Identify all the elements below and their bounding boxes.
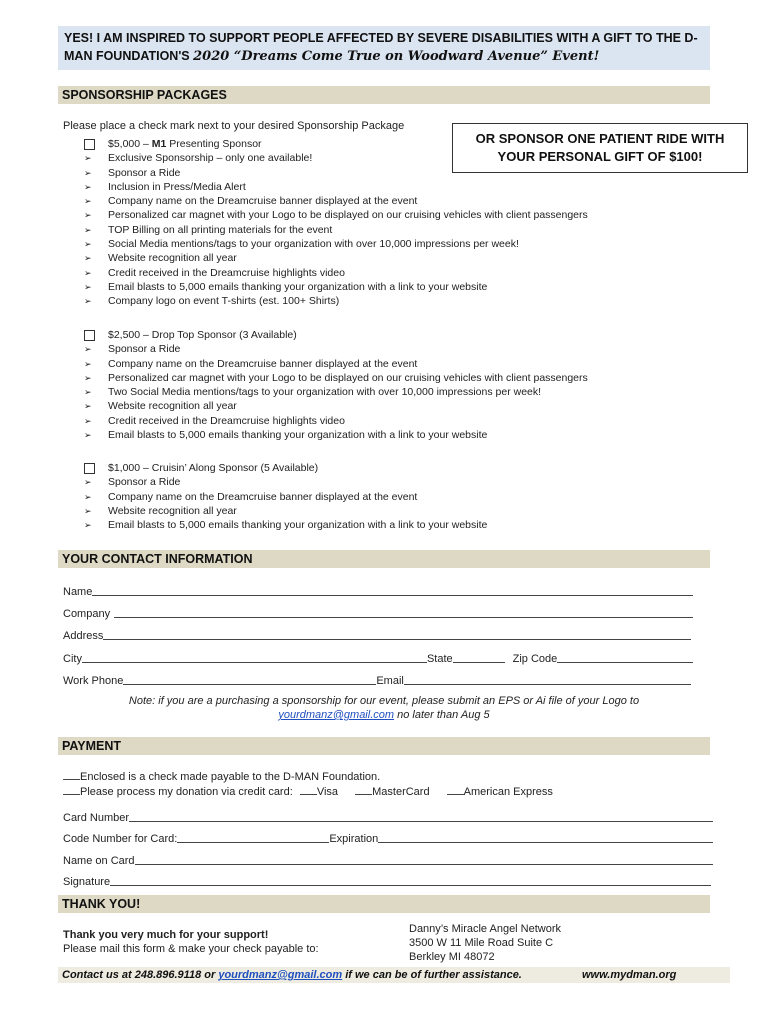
sponsorship-section-header: SPONSORSHIP PACKAGES bbox=[58, 86, 710, 104]
city-label: City bbox=[63, 653, 82, 665]
name-on-card-label: Name on Card bbox=[63, 855, 135, 867]
check-option-row bbox=[63, 770, 380, 783]
name-label: Name bbox=[63, 586, 93, 598]
mastercard-label: MasterCard bbox=[372, 786, 430, 798]
address-field[interactable] bbox=[103, 630, 691, 640]
list-item: ➢ Two Social Media mentions/tags to your organization with over 10,000 impressions per week! bbox=[84, 386, 542, 399]
contact-footer bbox=[58, 967, 730, 983]
zip-field[interactable] bbox=[557, 653, 693, 663]
expiration-field[interactable] bbox=[378, 833, 713, 843]
thank-you-line: Thank you very much for your support! bbox=[63, 929, 269, 941]
list-item: ➢ TOP Billing on all printing materials for the event bbox=[84, 223, 333, 236]
code-expiration-row bbox=[63, 829, 713, 845]
event-title-script: 2020 “Dreams Come True on Woodward Avenue” Event! bbox=[193, 49, 600, 64]
thank-you-message bbox=[63, 928, 319, 956]
arrow-bullet-icon: ➢ bbox=[84, 167, 92, 178]
package-1000-header bbox=[84, 461, 487, 475]
email-field[interactable] bbox=[404, 675, 691, 685]
signature-field[interactable] bbox=[110, 876, 711, 886]
name-field[interactable] bbox=[92, 586, 693, 596]
state-label: State bbox=[426, 653, 453, 665]
list-item: ➢ Exclusive Sponsorship – only one available! bbox=[84, 152, 313, 165]
list-item: ➢ Company logo on event T-shirts (est. 100+ Shirts) bbox=[84, 295, 340, 308]
list-item: ➢ Email blasts to 5,000 emails thanking your organization with a link to your website bbox=[84, 519, 488, 532]
list-item: ➢ Website recognition all year bbox=[84, 504, 237, 517]
address-label: Address bbox=[63, 630, 104, 642]
patient-ride-line1: OR SPONSOR ONE PATIENT RIDE WITH bbox=[475, 131, 725, 146]
arrow-bullet-icon: ➢ bbox=[84, 181, 92, 192]
check-option-blank[interactable] bbox=[63, 770, 80, 780]
contact-section-header: YOUR CONTACT INFORMATION bbox=[58, 550, 710, 568]
arrow-bullet-icon: ➢ bbox=[84, 267, 92, 278]
arrow-bullet-icon: ➢ bbox=[84, 210, 92, 221]
logo-note-line1: Note: if you are a purchasing a sponsorship for our event, please submit an EPS or Ai file of your Logo to bbox=[128, 695, 640, 707]
card-number-label: Card Number bbox=[63, 812, 130, 824]
list-item: ➢ Social Media mentions/tags to your organization with over 10,000 impressions per week! bbox=[84, 238, 519, 251]
mailing-address bbox=[409, 922, 561, 964]
patient-ride-line2: YOUR PERSONAL GIFT OF $100! bbox=[497, 149, 703, 164]
list-item: ➢ Sponsor a Ride bbox=[84, 343, 181, 356]
arrow-bullet-icon: ➢ bbox=[84, 430, 92, 441]
arrow-bullet-icon: ➢ bbox=[84, 477, 92, 488]
arrow-bullet-icon: ➢ bbox=[84, 415, 92, 426]
email-label: Email bbox=[376, 675, 404, 687]
arrow-bullet-icon: ➢ bbox=[84, 281, 92, 292]
list-item: ➢ Company name on the Dreamcruise banner displayed at the event bbox=[84, 357, 418, 370]
list-item: ➢ Sponsor a Ride bbox=[84, 476, 181, 489]
event-title-line1: YES! I AM INSPIRED TO SUPPORT PEOPLE AFFECTED BY SEVERE DISABILITIES WITH A GIFT TO THE D- bbox=[64, 31, 698, 45]
package-2500-checkbox[interactable] bbox=[84, 330, 95, 341]
list-item: ➢ Email blasts to 5,000 emails thanking your organization with a link to your website bbox=[84, 280, 488, 293]
arrow-bullet-icon: ➢ bbox=[84, 372, 92, 383]
work-phone-field[interactable] bbox=[123, 675, 376, 685]
payment-section-header: PAYMENT bbox=[58, 737, 710, 755]
arrow-bullet-icon: ➢ bbox=[84, 296, 92, 307]
visa-label: Visa bbox=[316, 786, 339, 798]
zip-label: Zip Code bbox=[512, 653, 558, 665]
card-option-blank[interactable] bbox=[63, 785, 80, 795]
amex-label: American Express bbox=[463, 786, 553, 798]
code-field[interactable] bbox=[177, 833, 329, 843]
arrow-bullet-icon: ➢ bbox=[84, 239, 92, 250]
package-2500-header bbox=[84, 328, 588, 342]
company-field-row bbox=[63, 604, 693, 620]
package-1000-checkbox[interactable] bbox=[84, 463, 95, 474]
org-street: 3500 W 11 Mile Road Suite C bbox=[409, 937, 554, 949]
amex-blank[interactable] bbox=[447, 785, 464, 795]
list-item: ➢ Website recognition all year bbox=[84, 400, 237, 413]
list-item: ➢ Company name on the Dreamcruise banner displayed at the event bbox=[84, 195, 418, 208]
city-field[interactable] bbox=[82, 653, 427, 663]
card-number-row bbox=[63, 808, 713, 824]
visa-blank[interactable] bbox=[300, 785, 317, 795]
list-item: ➢ Credit received in the Dreamcruise highlights video bbox=[84, 414, 345, 427]
package-2500 bbox=[84, 328, 588, 442]
phone-email-row bbox=[63, 671, 691, 687]
package-2500-title: $2,500 – Drop Top Sponsor (3 Available) bbox=[108, 329, 297, 341]
list-item: ➢ Credit received in the Dreamcruise highlights video bbox=[84, 266, 345, 279]
logo-email-link[interactable]: yourdmanz@gmail.com bbox=[278, 709, 395, 721]
package-1000-title: $1,000 – Cruisin’ Along Sponsor (5 Available) bbox=[108, 462, 319, 474]
thank-you-section-header: THANK YOU! bbox=[58, 895, 710, 913]
name-field-row bbox=[63, 582, 693, 598]
list-item: ➢ Sponsor a Ride bbox=[84, 166, 181, 179]
name-on-card-field[interactable] bbox=[135, 855, 713, 865]
package-2500-benefits bbox=[84, 342, 588, 442]
mail-instructions: Please mail this form & make your check payable to: bbox=[63, 943, 319, 955]
card-option-label: Please process my donation via credit card: bbox=[80, 786, 293, 798]
org-name: Danny’s Miracle Angel Network bbox=[409, 923, 562, 935]
arrow-bullet-icon: ➢ bbox=[84, 491, 92, 502]
code-label: Code Number for Card: bbox=[63, 833, 178, 845]
footer-prefix: Contact us at 248.896.9118 or bbox=[62, 969, 219, 981]
signature-label: Signature bbox=[63, 876, 111, 888]
package-1000 bbox=[84, 461, 487, 532]
company-field[interactable] bbox=[114, 608, 693, 618]
package-5000-title: $5,000 – M1 Presenting Sponsor bbox=[108, 138, 262, 150]
signature-row bbox=[63, 872, 711, 888]
list-item: ➢ Email blasts to 5,000 emails thanking your organization with a link to your website bbox=[84, 429, 488, 442]
footer-suffix: if we can be of further assistance. bbox=[342, 969, 522, 981]
check-option-label: Enclosed is a check made payable to the D-MAN Foundation. bbox=[80, 771, 381, 783]
package-1000-benefits bbox=[84, 475, 487, 532]
arrow-bullet-icon: ➢ bbox=[84, 224, 92, 235]
package-5000-benefits bbox=[84, 151, 588, 308]
package-5000-header bbox=[84, 137, 588, 151]
arrow-bullet-icon: ➢ bbox=[84, 505, 92, 516]
state-field[interactable] bbox=[453, 653, 505, 663]
logo-submission-note bbox=[63, 694, 705, 722]
arrow-bullet-icon: ➢ bbox=[84, 520, 92, 531]
list-item: ➢ Inclusion in Press/Media Alert bbox=[84, 180, 246, 193]
arrow-bullet-icon: ➢ bbox=[84, 196, 92, 207]
mastercard-blank[interactable] bbox=[355, 785, 372, 795]
arrow-bullet-icon: ➢ bbox=[84, 387, 92, 398]
arrow-bullet-icon: ➢ bbox=[84, 401, 92, 412]
footer-website-link[interactable]: www.mydman.org bbox=[582, 969, 677, 981]
arrow-bullet-icon: ➢ bbox=[84, 153, 92, 164]
card-option-row bbox=[63, 785, 553, 798]
arrow-bullet-icon: ➢ bbox=[84, 358, 92, 369]
org-city: Berkley MI 48072 bbox=[409, 951, 495, 963]
event-title-banner bbox=[58, 26, 710, 70]
expiration-label: Expiration bbox=[329, 833, 379, 845]
sponsorship-intro: Please place a check mark next to your desired Sponsorship Package bbox=[63, 120, 405, 132]
list-item: ➢ Personalized car magnet with your Logo to be displayed on our cruising vehicles with client passengers bbox=[84, 209, 588, 222]
list-item: ➢ Website recognition all year bbox=[84, 252, 237, 265]
address-field-row bbox=[63, 626, 691, 642]
list-item: ➢ Company name on the Dreamcruise banner displayed at the event bbox=[84, 490, 418, 503]
arrow-bullet-icon: ➢ bbox=[84, 253, 92, 264]
city-state-zip-row bbox=[63, 649, 693, 665]
event-title-line2 bbox=[64, 47, 704, 66]
event-title-line2-prefix: MAN FOUNDATION'S bbox=[64, 49, 194, 63]
package-5000 bbox=[84, 137, 588, 309]
card-number-field[interactable] bbox=[129, 812, 713, 822]
company-label: Company bbox=[63, 608, 111, 620]
name-on-card-row bbox=[63, 851, 713, 867]
arrow-bullet-icon: ➢ bbox=[84, 344, 92, 355]
logo-note-line2: yourdmanz@gmail.com no later than Aug 5 bbox=[278, 709, 490, 721]
footer-email-link[interactable]: yourdmanz@gmail.com bbox=[218, 969, 343, 981]
list-item: ➢ Personalized car magnet with your Logo to be displayed on our cruising vehicles with client passengers bbox=[84, 371, 588, 384]
work-phone-label: Work Phone bbox=[63, 675, 124, 687]
package-5000-checkbox[interactable] bbox=[84, 139, 95, 150]
